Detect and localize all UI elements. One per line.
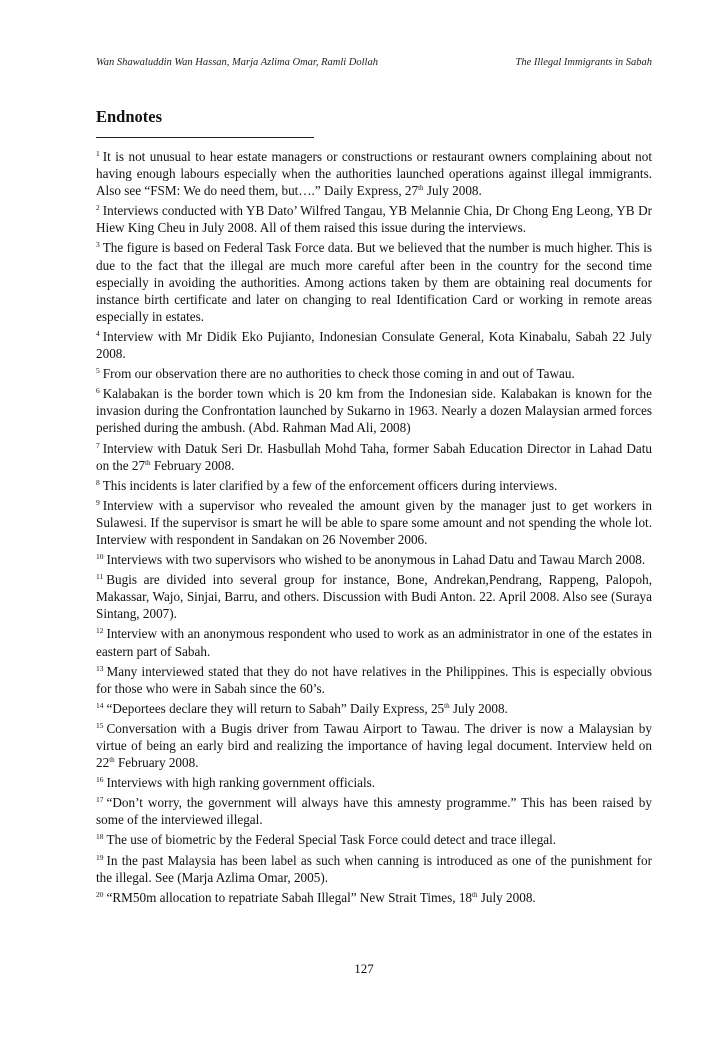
endnote-text: Interviews conducted with YB Dato’ Wilfred Tangau, YB Melannie Chia, Dr Chong Eng Leong, YB Dr Hiew King Cheu in July 2008. All of them raised this issue during the interviews.	[96, 203, 652, 236]
endnote-text: The use of biometric by the Federal Special Task Force could detect and trace illegal.	[106, 832, 557, 848]
endnote-number: 12	[96, 626, 104, 636]
endnote-text-tail: July 2008.	[423, 183, 482, 199]
endnote-number: 8	[96, 477, 100, 487]
endnote-text-tail: February 2008.	[150, 457, 235, 473]
endnote-text-tail: February 2008.	[114, 755, 199, 771]
endnote	[96, 771, 652, 791]
endnote-number: 6	[96, 386, 100, 396]
endnote-number: 2	[96, 203, 100, 213]
endnote-text-tail: July 2008.	[449, 700, 508, 716]
endnote	[96, 145, 652, 199]
endnote-number: 7	[96, 440, 100, 450]
endnote-text: Interview with a supervisor who revealed the amount given by the manager just to get workers in Sulawesi. If the supervisor is smart he will be able to spare some amount and not spending the whole lot. Interview with respondent in Sandakan on 26 November 2006.	[96, 497, 652, 547]
endnote-text: From our observation there are no authorities to check those coming in and out of Tawau.	[102, 366, 575, 382]
endnote-text: Conversation with a Bugis driver from Tawau Airport to Tawau. The driver is now a Malaysian by virtue of being an early bird and realizing the importance of having legal document. Interview held on 22	[96, 720, 652, 771]
endnote	[96, 828, 652, 848]
endnote	[96, 382, 652, 436]
endnote-text: Interviews with high ranking government officials.	[106, 775, 376, 791]
endnote-text: “Deportees declare they will return to Sabah” Daily Express, 25	[106, 700, 445, 716]
endnote-number: 10	[96, 552, 104, 562]
endnote-text: “RM50m allocation to repatriate Sabah Illegal” New Strait Times, 18	[106, 889, 473, 905]
endnote	[96, 362, 652, 382]
endnote-number: 1	[96, 149, 100, 158]
header-running-title: The Illegal Immigrants in Sabah	[515, 57, 652, 68]
endnote-number: 14	[96, 700, 104, 710]
endnote	[96, 325, 652, 362]
endnote	[96, 622, 652, 659]
endnote-number: 4	[96, 328, 100, 338]
endnotes-list	[96, 145, 652, 906]
page-number: 127	[354, 961, 374, 976]
endnote-number: 9	[96, 497, 100, 507]
running-header	[96, 57, 652, 68]
endnote	[96, 717, 652, 771]
endnote-text: Interview with an anonymous respondent who used to work as an administrator in one of the estates in eastern part of Sabah.	[96, 626, 652, 659]
endnote-text: Interviews with two supervisors who wished to be anonymous in Lahad Datu and Tawau March 2008.	[106, 552, 646, 568]
endnote-text: The figure is based on Federal Task Force data. But we believed that the number is much higher. This is due to the fact that the illegal are much more careful after been in the country for the second time especially in avoiding the authorities. Among actions taken by them are obtaining real documents for instance birth certificate and later on changing to real Identification Card or working in remote areas especially in estates.	[96, 240, 652, 324]
endnote-number: 17	[96, 795, 104, 805]
section-title: Endnotes	[96, 107, 163, 126]
endnote-number: 3	[96, 240, 100, 250]
endnote	[96, 849, 652, 886]
endnote-text: Bugis are divided into several group for instance, Bone, Andrekan,Pendrang, Rappeng, Palopoh, Makassar, Wajo, Sinjai, Barru, and others. Discussion with Budi Anton. 22. April 2008. Also see (Suraya Sintang, 2007).	[96, 572, 652, 622]
endnote-separator-rule	[96, 137, 314, 138]
endnote	[96, 437, 652, 474]
endnote	[96, 660, 652, 697]
endnote-number: 5	[96, 366, 100, 376]
ordinal-suffix: th	[472, 890, 478, 899]
endnote	[96, 568, 652, 622]
ordinal-suffix: th	[444, 701, 450, 710]
ordinal-suffix: th	[109, 756, 115, 765]
endnote-number: 13	[96, 663, 104, 673]
endnote	[96, 548, 652, 568]
endnote	[96, 697, 652, 717]
endnote-number: 16	[96, 775, 104, 785]
endnote	[96, 236, 652, 324]
endnote	[96, 494, 652, 548]
endnote-text: Kalabakan is the border town which is 20 km from the Indonesian side. Kalabakan is known for the invasion during the Confrontation launched by Sukarno in 1963. Nearly a dozen Malaysian armed forces perished during the ambush. (Abd. Rahman Mad Ali, 2008)	[96, 386, 652, 436]
endnote-text: Interview with Mr Didik Eko Pujianto, Indonesian Consulate General, Kota Kinabalu, Sabah 22 July 2008.	[96, 328, 652, 362]
endnote-text-tail: July 2008.	[477, 889, 536, 905]
endnote-number: 20	[96, 889, 104, 899]
endnote-number: 11	[96, 572, 104, 582]
endnote-text: “Don’t worry, the government will always have this amnesty programme.” This has been raised by some of the interviewed illegal.	[96, 795, 652, 828]
header-authors: Wan Shawaluddin Wan Hassan, Marja Azlima Omar, Ramli Dollah	[96, 57, 378, 68]
endnote-number: 15	[96, 720, 104, 730]
endnote-text: In the past Malaysia has been label as such when canning is introduced as one of the punishment for the illegal. See (Marja Azlima Omar, 2005).	[96, 852, 652, 885]
endnote-text: It is not unusual to hear estate managers or constructions or restaurant owners complaining about not having enough labours especially when the authorities launched operations against illegal immigrants. Also see “FSM: We do need them, but….” Daily Express, 27	[96, 149, 652, 199]
endnote-text: This incidents is later clarified by a few of the enforcement officers during interviews.	[102, 477, 558, 493]
endnote	[96, 474, 652, 494]
endnote-number: 19	[96, 852, 104, 862]
endnote	[96, 886, 652, 906]
ordinal-suffix: th	[145, 458, 151, 467]
endnote	[96, 199, 652, 236]
endnote	[96, 791, 652, 828]
ordinal-suffix: th	[418, 184, 424, 193]
endnote-text: Many interviewed stated that they do not have relatives in the Philippines. This is especially obvious for those who were in Sabah since the 60’s.	[96, 663, 652, 696]
endnote-number: 18	[96, 832, 104, 842]
endnote-text: Interview with Datuk Seri Dr. Hasbullah Mohd Taha, former Sabah Education Director in Lahad Datu on the 27	[96, 440, 652, 473]
